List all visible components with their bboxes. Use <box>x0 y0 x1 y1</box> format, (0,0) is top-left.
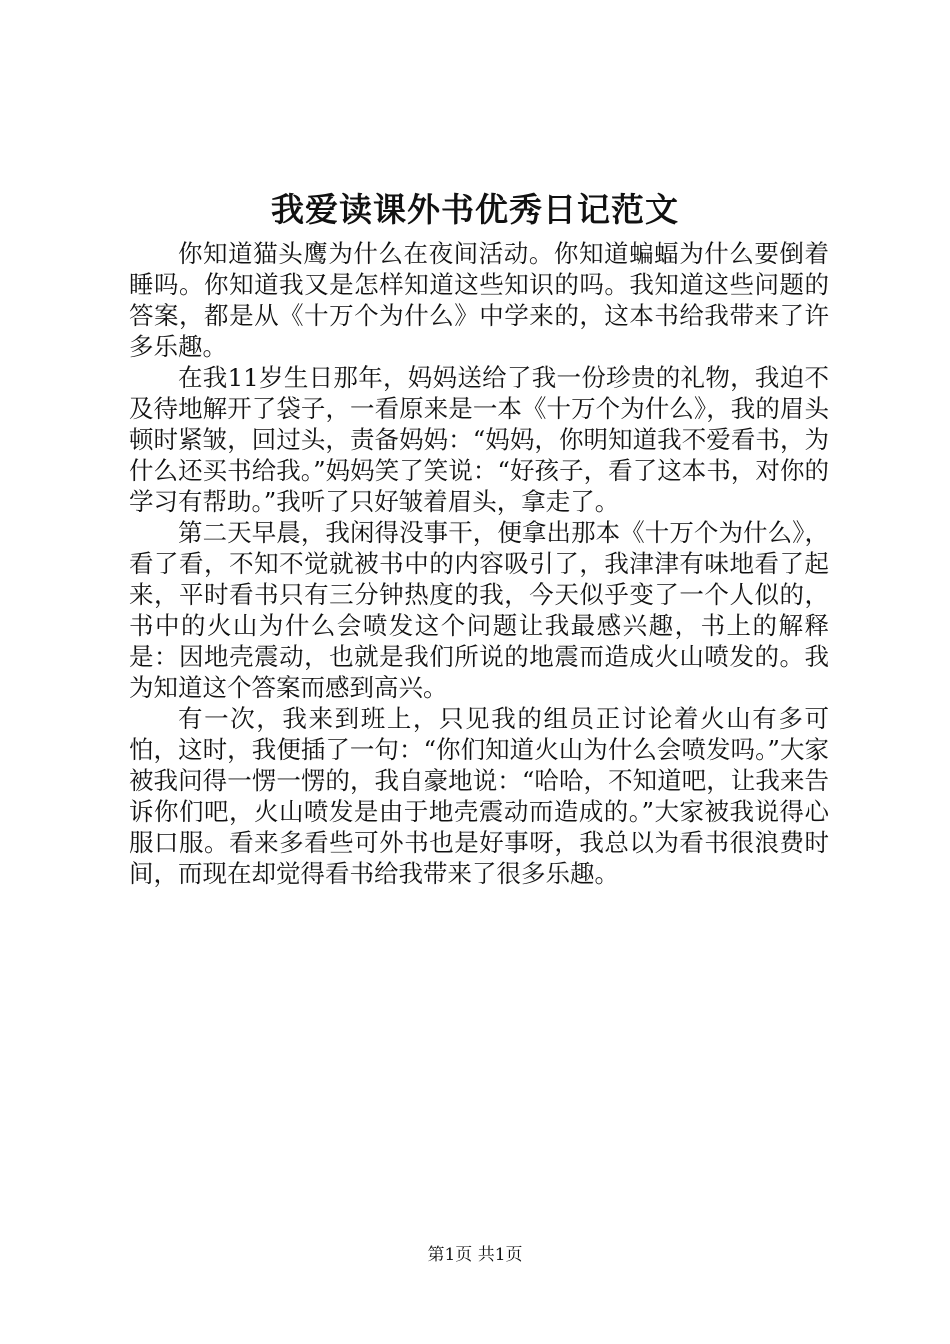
paragraph-4: 有一次，我来到班上，只见我的组员正讨论着火山有多可怕，这时，我便插了一句：“你们知道火山为什么会喷发吗。”大家被我问得一愣一愣的，我自豪地说：“哈哈，不知道吧，让我来告诉你们吧，火山喷发是由于地壳震动而造成的。”大家被我说得心服口服。看来多看些可外书也是好事呀，我总以为看书很浪费时间，而现在却觉得看书给我带来了很多乐趣。 <box>129 704 829 888</box>
document-body <box>129 238 829 889</box>
document-title: 我爱读课外书优秀日记范文 <box>271 190 679 229</box>
paragraph-1: 你知道猫头鹰为什么在夜间活动。你知道蝙蝠为什么要倒着睡吗。你知道我又是怎样知道这些知识的吗。我知道这些问题的答案，都是从《十万个为什么》中学来的，这本书给我带来了许多乐趣。 <box>129 239 829 361</box>
paragraph-3: 第二天早晨，我闲得没事干，便拿出那本《十万个为什么》，看了看，不知不觉就被书中的内容吸引了，我津津有味地看了起来，平时看书只有三分钟热度的我，今天似乎变了一个人似的，书中的火山为什么会喷发这个问题让我最感兴趣，书上的解释是：因地壳震动，也就是我们所说的地震而造成火山喷发的。我为知道这个答案而感到高兴。 <box>129 518 829 702</box>
paragraph-2: 在我11岁生日那年，妈妈送给了我一份珍贵的礼物，我迫不及待地解开了袋子，一看原来是一本《十万个为什么》，我的眉头顿时紧皱，回过头，责备妈妈：“妈妈，你明知道我不爱看书，为什么还买书给我。”妈妈笑了笑说：“好孩子，看了这本书，对你的学习有帮助。”我听了只好皱着眉头，拿走了。 <box>129 363 829 516</box>
page-number-footer: 第1页 共1页 <box>427 1245 523 1265</box>
